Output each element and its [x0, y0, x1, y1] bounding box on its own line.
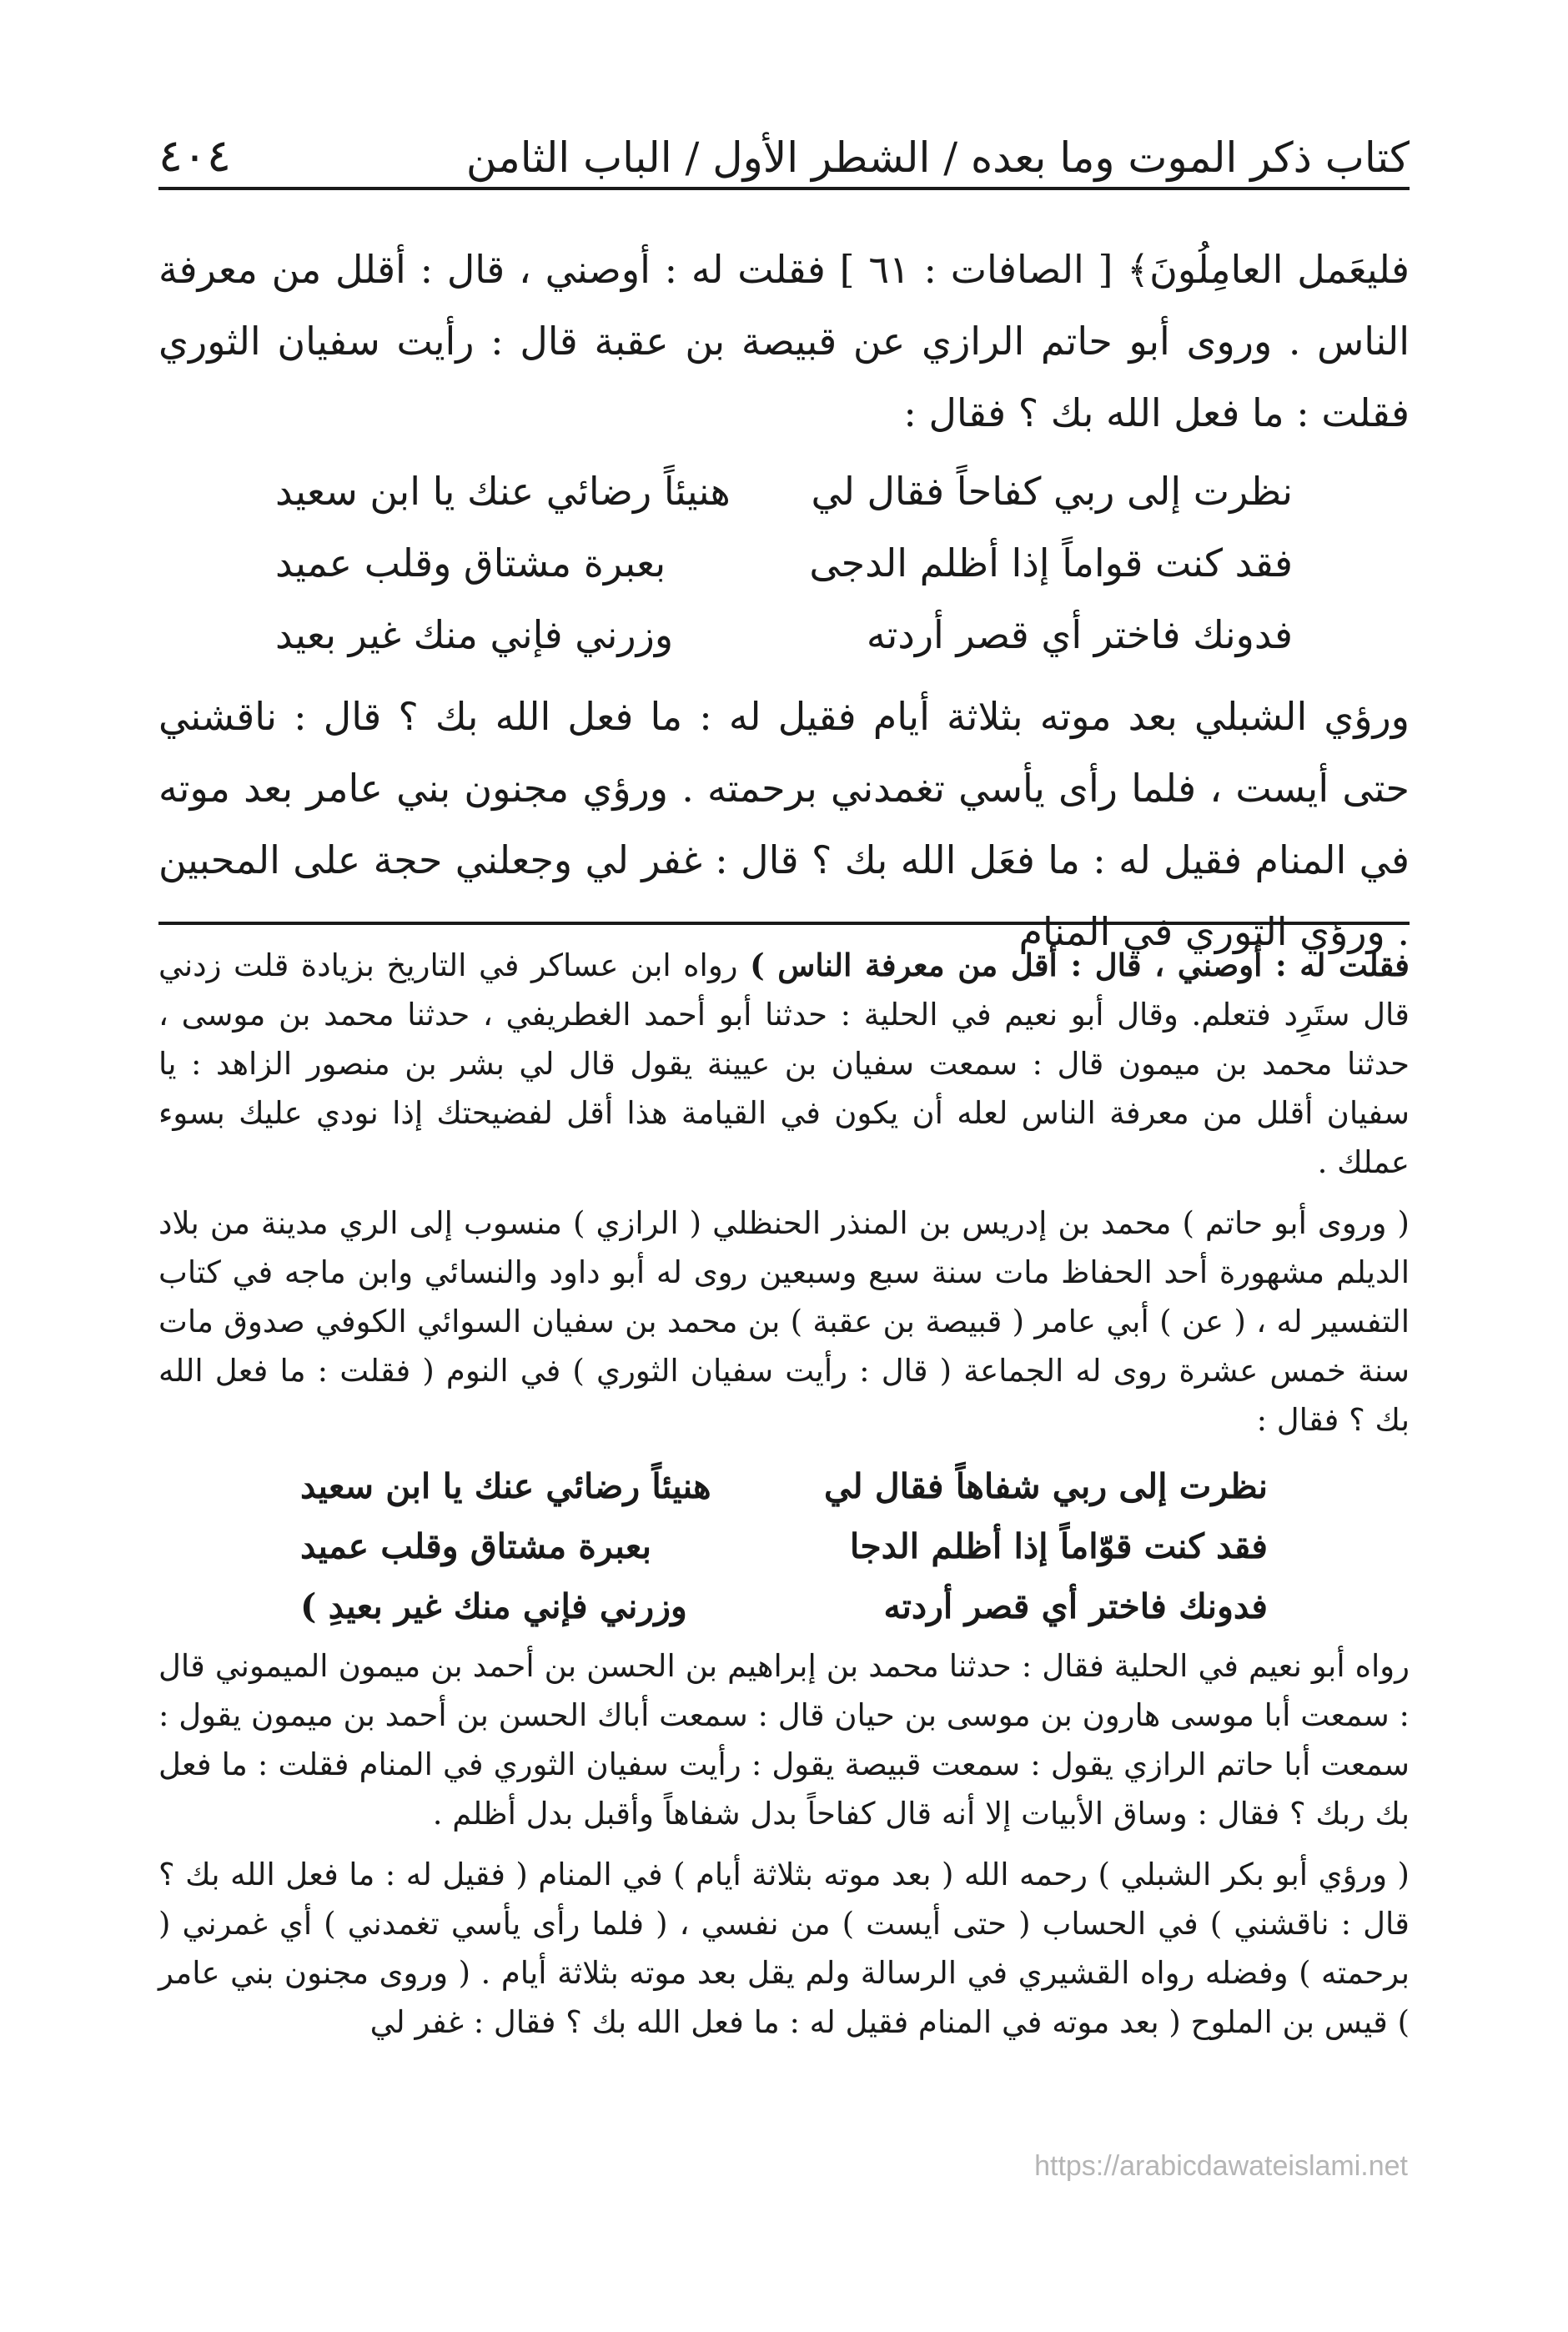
poem-line	[275, 599, 1293, 671]
commentary-paragraph-4: ( ورؤي أبو بكر الشبلي ) رحمه الله ( بعد موته بثلاثة أيام ) في المنام ( فقيل له : ما فعل الله بك ؟ قال : ناقشني ) في الحساب ( حتى أيست ) من نفسي ، ( فلما رأى يأسي تغمدني ) أي غمرني ( برحمته ) وفضله رواه القشيري في الرسالة ولم يقل بعد موته بثلاثة أيام . ( وروى مجنون بني عامر ) قيس بن الملوح ( بعد موته في المنام فقيل له : ما فعل الله بك ؟ فقال : غفر لي	[158, 1857, 1410, 2040]
commentary-lemma: فقلت له : أوصني ، قال : أقل من معرفة الناس )	[750, 947, 1410, 983]
poem-line	[275, 455, 1293, 527]
main-text	[158, 234, 1410, 967]
poem-hemistich-second: هنيئاً رضائي عنك يا ابن سعيد	[275, 469, 731, 514]
poem-hemistich-first: فقد كنت قوّاماً إذا أظلم الدجا	[849, 1526, 1268, 1566]
poem-hemistich-first: نظرت إلى ربي كفاحاً فقال لي	[811, 469, 1293, 514]
main-poem	[275, 455, 1293, 671]
commentary	[158, 941, 1410, 2058]
watermark-url: https://arabicdawateislami.net	[1034, 2150, 1408, 2182]
poem-hemistich-first: نظرت إلى ربي شفاهاً فقال لي	[823, 1466, 1268, 1506]
poem-hemistich-second: وزرني فإني منك غير بعيدِ )	[300, 1586, 687, 1626]
poem-hemistich-second: بعبرة مشتاق وقلب عميد	[300, 1526, 651, 1566]
commentary-poem	[300, 1456, 1268, 1636]
poem-hemistich-second: وزرني فإني منك غير بعيد	[275, 612, 674, 657]
poem-hemistich-first: فدونك فاختر أي قصر أردته	[866, 612, 1293, 657]
poem-hemistich-first: فقد كنت قواماً إذا أظلم الدجى	[809, 540, 1293, 586]
commentary-paragraph-3: رواه أبو نعيم في الحلية فقال : حدثنا محمد بن إبراهيم بن الحسن بن أحمد بن ميمون الميموني قال : سمعت أبا موسى هارون بن موسى بن حيان قال : سمعت أباك الحسن بن أحمد بن ميمون يقول : سمعت أبا حاتم الرازي يقول : سمعت قبيصة يقول : رأيت سفيان الثوري في المنام فقلت : ما فعل بك ربك ؟ فقال : وساق الأبيات إلا أنه قال كفاحاً بدل شفاهاً وأقبل بدل أظلم .	[158, 1648, 1410, 1832]
footnote-divider	[158, 922, 1410, 925]
main-paragraph-2: ورؤي الشبلي بعد موته بثلاثة أيام فقيل له : ما فعل الله بك ؟ قال : ناقشني حتى أيست ، فلما رأى يأسي تغمدني برحمته . ورؤي مجنون بني عامر بعد موته في المنام فقيل له : ما فعَل الله بك ؟ قال : غفر لي وجعلني حجة على المحبين . ورؤي الثوري في المنام	[158, 694, 1410, 954]
commentary-paragraph-2: ( وروى أبو حاتم ) محمد بن إدريس بن المنذر الحنظلي ( الرازي ) منسوب إلى الري مدينة من بلاد الديلم مشهورة أحد الحفاظ مات سنة سبع وسبعين روى له أبو داود والنسائي وابن ماجه في كتاب التفسير له ، ( عن ) أبي عامر ( قبيصة بن عقبة ) بن محمد بن سفيان السوائي الكوفي صدوق مات سنة خمس عشرة روى له الجماعة ( قال : رأيت سفيان الثوري ) في النوم ( فقلت : ما فعل الله بك ؟ فقال :	[158, 1205, 1410, 1438]
poem-hemistich-second: بعبرة مشتاق وقلب عميد	[275, 540, 666, 586]
commentary-text: رواه ابن عساكر في التاريخ بزيادة قلت زدني قال ستَرِد فتعلم. وقال أبو نعيم في الحلية : حدثنا أبو أحمد الغطريفي ، حدثنا محمد بن موسى ، حدثنا محمد بن ميمون قال : سمعت سفيان بن عيينة يقول قال لي بشر بن منصور الزاهد : يا سفيان أقلل من معرفة الناس لعله أن يكون في القيامة هذا أقل لفضيحتك إذا نودي عليك بسوء عملك .	[158, 947, 1410, 1180]
commentary-paragraph-1	[158, 941, 1410, 1187]
poem-line	[300, 1576, 1268, 1636]
main-paragraph-1: فليعَمل العامِلُونَ﴾ [ الصافات : ٦١ ] فقلت له : أوصني ، قال : أقلل من معرفة الناس . وروى أبو حاتم الرازي عن قبيصة بن عقبة قال : رأيت سفيان الثوري فقلت : ما فعل الله بك ؟ فقال :	[158, 247, 1410, 435]
running-title: كتاب ذكر الموت وما بعده / الشطر الأول / الباب الثامن	[465, 133, 1410, 182]
poem-hemistich-first: فدونك فاختر أي قصر أردته	[883, 1586, 1268, 1626]
page-number: ٤٠٤	[158, 129, 232, 182]
page-header	[158, 107, 1410, 190]
poem-line	[275, 527, 1293, 599]
poem-hemistich-second: هنيئاً رضائي عنك يا ابن سعيد	[300, 1466, 711, 1506]
poem-line	[300, 1456, 1268, 1516]
poem-line	[300, 1516, 1268, 1576]
